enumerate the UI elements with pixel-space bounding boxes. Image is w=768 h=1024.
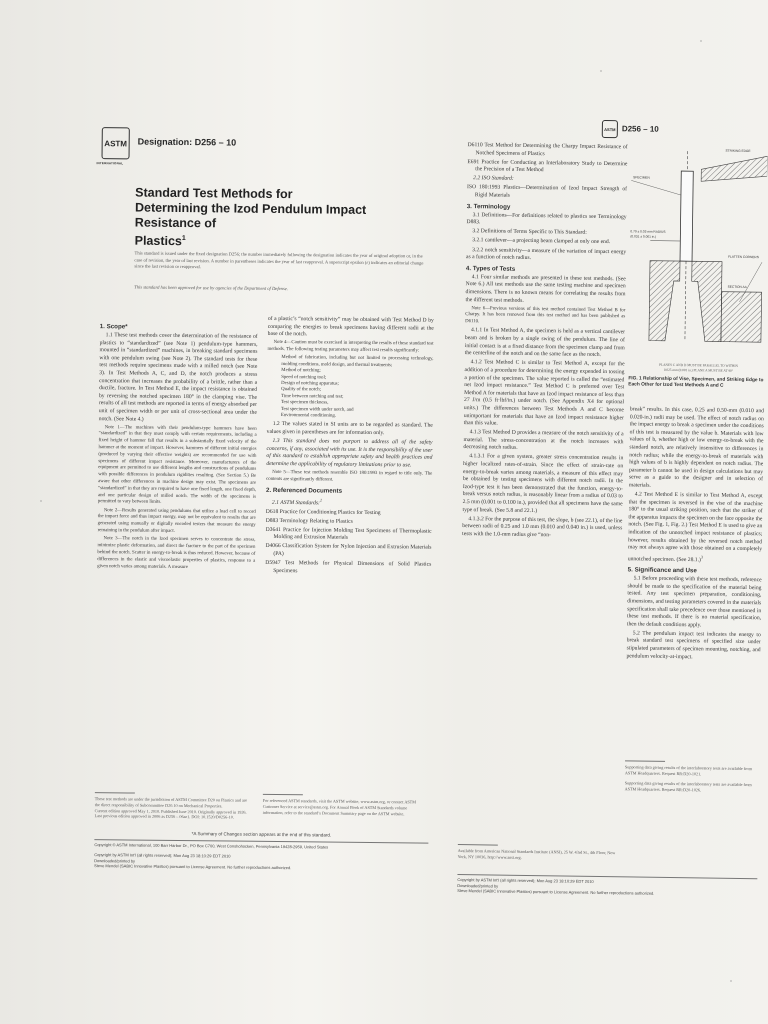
list-item: Quality of the notch; (281, 387, 321, 393)
astm-logo-caption: INTERNATIONAL (96, 161, 124, 166)
terminology-heading: 3. Terminology (466, 202, 511, 211)
para-3-1: 3.1 Definitions—For definitions related to plastics see Terminology D883. (466, 211, 627, 226)
footnote-rule (458, 844, 498, 846)
footnote-rule (625, 760, 665, 762)
left-page (79, 112, 448, 946)
summary-note: *A Summary of Changes section appears at the end of this standard. (191, 831, 332, 838)
para-5-1: 5.1 Before proceeding with these test methods, reference should be made to the specification of the material being tested. Any test specimen preparation, conditioning, dimensions, and testing parameters covered in the materials specification shall take precedence over those mentioned in these test methods. If there is no material specification, then the default conditions apply. (626, 575, 762, 629)
astm-logo: ASTM (102, 127, 130, 159)
licensee-stamp: Copyright by ASTM Int'l (all rights reserved); Mon Aug 23 18:10:29 EDT 2010 Downloaded/printed by Steve Mendel (SABIC Innovative Plastics) pursuant to License Agreement. No further reproductions authorized. (94, 852, 292, 871)
figure-label: STRIKING EDGE (725, 148, 751, 154)
note-2: Note 2—Results generated using pendulums that utilize a load cell to record the impact force and thus impact energy, may not be equivalent to results that are generated using manually or digitally encoded testers that measure the energy remaining in the pendulum after impact. (97, 507, 256, 535)
para-4-1-2: 4.1.2 Test Method C is similar to Test Method A, except for the addition of a procedure for determining the energy expended in tossing a portion of the specimen. The value reported is called the “estimated net Izod impact resistance.” Test Method C is preferred over Test Method A for materials that have an Izod impact resistance of less than 27 J/m (0.5 ft·lbf/in.) under notch. (See Appendix X4 for optional units.) The differences between Test Methods A and C become unimportant for materials that have an Izod impact resistance higher than this value. (463, 359, 625, 427)
types-of-tests-heading: 4. Types of Tests (465, 264, 516, 273)
reference-item: D3641 Practice for Injection Molding Test Specimens of Thermoplastic Molding and Extrusion Materials (265, 526, 432, 542)
document-title: Standard Test Methods for Determining the Izod Pendulum Impact Resistance of Plastics$^1$ (134, 185, 367, 249)
reference-item: ISO 180:1993 Plastics—Determination of Izod Impact Strength of Rigid Materials (466, 184, 628, 199)
para-notch-cont: of a plastic’s “notch sensitivity” may be obtained with Test Method D by comparing the energies to break specimens having different radii at the base of the notch. (267, 315, 434, 338)
figure-label: SECTION AA (727, 284, 747, 289)
reference-item: D4066 Classification System for Nylon Injection and Extrusion Materials (PA) (265, 543, 432, 558)
list-item: Design of notching apparatus; (281, 381, 339, 387)
para-4-1: 4.1 Four similar methods are presented in these test methods. (See Note 6.) All test methods use the same testing machine and specimen dimensions. There is no known means for correlating the results from the different test methods. (465, 273, 626, 304)
designation: D256 – 10 (621, 124, 659, 134)
right-page (451, 118, 768, 942)
note-5: Note 5—These test methods resemble ISO 180:1993 in regard to title only. The contents are significantly different. (266, 469, 433, 483)
figure-caption: FIG. 1 Relationship of Vise, Specimen, and Striking Edge to Each Other for Izod Test Methods A and C (628, 376, 764, 390)
left-column-1 (97, 320, 258, 574)
para-1-3: 1.3 This standard does not purport to address all of the safety concerns, if any, associated with its use. It is the responsibility of the user of this standard to establish appropriate safety and health practices and determine the applicability of regulatory limitations prior to use. (266, 438, 433, 469)
figure-label: SPECIMEN (633, 175, 650, 180)
reference-item: D5947 Test Methods for Physical Dimensions of Solid Plastics Specimens (265, 559, 432, 574)
left-column-2 (265, 316, 434, 579)
footnote-4: Supporting data giving results of the interlaboratory tests are available from ASTM Headquarters. Request RR:D20-1026. (624, 780, 752, 793)
vise-specimen-diagram (629, 140, 768, 362)
licensee-stamp: Copyright by ASTM Int'l (all rights reserved); Mon Aug 23 18:10:29 EDT 2010 Downloaded/printed by Steve Mendel (SABIC Innovative Plastics) pursuant to License Agreement. No further reproductions authorized. (457, 877, 655, 896)
right-column-2 (626, 406, 764, 664)
para-3-2: 3.2 Definitions of Terms Specific to This Standard: (472, 228, 587, 237)
figure-note: PLANES C AND D MUST BE PARALLEL TO WITHIN 0.025 mm (0.001 in.) PLANE A MUST BE AT 90° (659, 362, 739, 373)
note-3: Note 3—The notch in the Izod specimen serves to concentrate the stress, minimize plastic deformation, and direct the fracture to the part of the specimen behind the notch. Scatter in energy-to-break is thus reduced. However, because of differences in the elastic and viscoelastic properties of plastics, response to a given notch varies among materials. A measure (97, 536, 256, 570)
para-break-cont: break” results. In this case, 0.25 and 0.50-mm (0.010 and 0.020-in.) radii may be used. The effect of notch radius on the impact energy to break a specimen under the conditions of this test is measured by the value b. Materials with low values of b, whether high or low energy-to-break with the standard notch, are relatively insensitive to differences in notch radius; while the energy-to-break of materials with high values of b is highly dependent on notch radius. The parameter b cannot be used in design calculations but may serve as a guide to the designer and in selection of materials. (628, 406, 764, 489)
reference-item: D618 Practice for Conditioning Plastics for Testing (265, 508, 381, 516)
footnote-ansi: Available from American National Standards Institute (ANSI), 25 W. 43rd St., 4th Floor, New York, NY 10036, http://www.ansi.org. (457, 848, 616, 860)
list-item: Method of fabrication, including but not limited to processing technology, molding conditions, mold design, and thermal treatments; (281, 355, 434, 368)
list-item: Time between notching and test; (281, 393, 344, 400)
testing-parameters-list (281, 355, 434, 421)
list-item: Environmental conditioning. (280, 413, 337, 419)
para-5-2: 5.2 The pendulum impact test indicates the energy to break standard test specimens of specified size under stipulated parameters of specimen mounting, notching, and pendulum velocity-at-impact. (626, 630, 761, 660)
astm-standards-subheading: 2.1 ASTM Standards:$^2$ (271, 497, 323, 506)
footnote-1: These test methods are under the jurisdiction of ASTM Committee D20 on Plastics and are the direct responsibility of Subcommittee D20.10 on Mechanical Properties. Current edition approved May 1, 2010. Published June 2010. Originally approved in 1926. Last previous edition approved in 2006 as D256 – 06aε1. DOI: 10.1520/D0256-10. (94, 796, 248, 820)
para-3-2-1: 3.2.1 cantilever—a projecting beam clamped at only one end. (472, 237, 611, 246)
footnote-rule (263, 794, 303, 795)
designation: Designation: D256 – 10 (137, 136, 237, 148)
figure-label: (0.031 ± 0.001 in.) (630, 234, 657, 239)
footnote-rule (95, 792, 135, 793)
list-item: Test specimen width under notch, and (280, 406, 354, 413)
significance-heading: 5. Significance and Use (627, 566, 697, 575)
figure-1 (628, 140, 767, 392)
list-item: Test specimen thickness, (280, 400, 329, 406)
footnote-2: For referenced ASTM standards, visit the ASTM website, www.astm.org, or contact ASTM Customer Service at service@astm.org. For Annual Book of ASTM Standards volume information, refer to the standard’s Document Summary page on the ASTM website. (262, 797, 416, 816)
figure-label: 0.79 ± 0.03 mm RADIUS (630, 229, 666, 234)
iso-standard-subheading: 2.2 ISO Standard: (473, 175, 514, 183)
list-item: Speed of notching tool; (281, 374, 327, 381)
para-1-1: 1.1 These test methods cover the determination of the resistance of plastics to “standardized” (see Note 1) pendulum-type hammers, mounted in “standardized” machines, in breaking standard specimens with one pendulum swing (see Note 2). The standard tests for these test methods require specimens made with a milled notch (see Note 3). In Test Methods A, C, and D, the notch produces a stress concentration that increases the probability of a brittle, rather than a ductile, fracture. In Test Method E, the impact resistance is obtained by reversing the notched specimen 180° in the clamping vise. The results of all test methods are reported in terms of energy absorbed per unit of specimen width or per unit of cross-sectional area under the notch. (See Note 4.) (98, 332, 258, 423)
para-4-1-3-2: 4.1.3.2 For the purpose of this test, the slope, b (see 22.1), of the line between radii of 0.25 and 1.0 mm (0.010 and 0.040 in.) is used, unless tests with the 1.0-mm radius give “non- (462, 515, 623, 539)
para-4-1-1: 4.1.1 In Test Method A, the specimen is held as a vertical cantilever beam and is broken by a single swing of the pendulum. The line of initial contact is at a fixed distance from the specimen clamp and from the centerline of the notch and on the same face as the notch. (464, 327, 626, 359)
note-1: Note 1—The machines with their pendulum-type hammers have been “standardized” in that they must comply with certain requirements, including a fixed height of hammer fall that results in a substantially fixed velocity of the hammer at the moment of impact. However, hammers of different initial energies (produced by varying their effective weights) are recommended for use with specimens of different impact resistance. Moreover, manufacturers of the equipment are permitted to use different lengths and constructions of pendulums with possible differences in pendulum rigidities resulting. (See Section 5.) Be aware that other differences in machine design may exist. The specimens are “standardized” in that they are required to have one fixed length, one fixed depth, and one particular design of milled notch. The width of the specimens is permitted to vary between limits. (97, 424, 257, 506)
para-4-2: 4.2 Test Method E is similar to Test Method A, except that the specimen is reversed in the vise of the machine 180° to the usual striking position, such that the striker of the apparatus impacts the specimen on the face opposite the notch. (See Fig. 1, Fig. 2.) Test Method E is used to give an indication of the unnotched impact resistance of plastics; however, results obtained by the reversed notch method may not always agree with those obtained on a completely unnotched specimen. (See 28.1.)$^3$ (627, 491, 763, 564)
standard-intro: This standard is issued under the fixed designation D256; the number immediately following the designation indicates the year of original adoption or, in the case of revision, the year of last revision. A number in parentheses indicates the year of last reapproval. A superscript epsilon (ε) indicates an editorial change since the last revision or reapproval. (134, 250, 424, 270)
para-1-2: 1.2 The values stated in SI units are to be regarded as standard. The values given in parentheses are for information only. (266, 421, 433, 437)
reference-item: D6110 Test Method for Determining the Charpy Impact Resistance of Notched Specimens of Plastics (467, 142, 628, 157)
referenced-documents-heading: 2. Referenced Documents (266, 486, 343, 495)
scope-heading: 1. Scope* (99, 323, 128, 331)
dod-approval: This standard has been approved for use by agencies of the Department of Defense. (134, 284, 288, 292)
reference-item: E691 Practice for Conducting an Interlaboratory Study to Determine the Precision of a Test Method (467, 158, 628, 174)
figure-label: FLATTEN CORNERS (728, 254, 759, 260)
list-item: Method of notching; (281, 368, 321, 374)
para-4-1-3-1: 4.1.3.1 For a given system, greater stress concentration results in higher localized rates-of-strain. Since the effect of strain-rate on energy-to-break varies among materials, a measure of this effect may be obtained by testing specimens with different notch radii. In the Izod-type test it has been demonstrated that the function, energy-to-break versus notch radius, is reasonably linear from a radius of 0.03 to 2.5 mm (0.001 to 0.100 in.), provided that all specimens have the same type of break. (See 5.8 and 22.1.) (462, 453, 624, 514)
right-column-1 (462, 142, 628, 542)
para-4-1-3: 4.1.3 Test Method D provides a measure of the notch sensitivity of a material. The stress-concentration at the notch increases with decreasing notch radius. (463, 429, 624, 452)
reference-item: D883 Terminology Relating to Plastics (265, 517, 353, 525)
note-4: Note 4—Caution must be exercised in interpreting the results of these standard test methods. The following testing parameters may affect test results significantly: (267, 340, 434, 354)
copyright-line: Copyright © ASTM International, 100 Barr Harbor Dr., PO Box C700, West Conshohocken, Pennsylvania 19428-2959, United States (94, 842, 329, 850)
note-6: Note 6—Previous versions of this test method contained Test Method B for Charpy. It has been removed from this test method and has been published as D6110. (465, 305, 626, 325)
para-3-2-2: 3.2.2 notch sensitivity—a measure of the variation of impact energy as a function of notch radius. (466, 246, 627, 262)
astm-logo: ASTM (602, 120, 618, 138)
footnote-3: Supporting data giving results of the interlaboratory tests are available from ASTM Headquarters. Request RR:D20-1021. (624, 764, 752, 777)
